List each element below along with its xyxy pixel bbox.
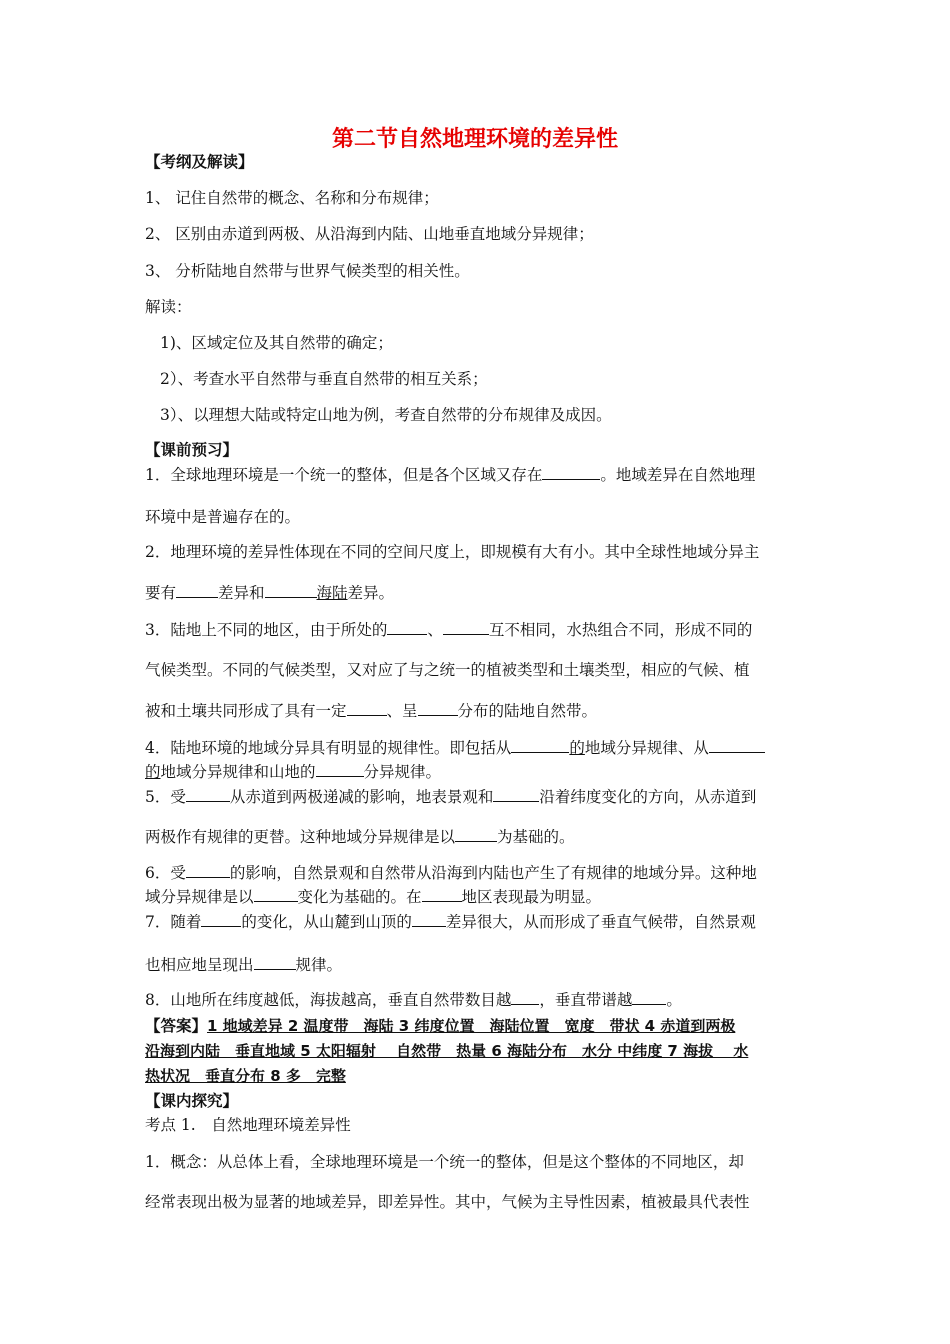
q4-underlined-text: 的 (569, 739, 585, 757)
q3-text-e: 被和土壤共同形成了具有一定 (145, 702, 347, 720)
page-title: 第二节自然地理环境的差异性 (331, 127, 618, 152)
answer-text-1: 1 地域差异 2 温度带 海陆 3 纬度位置 海陆位置 宽度 带状 4 赤道到两极 (207, 1017, 736, 1035)
concept-line-2: 经常表现出极为显著的地域差异，即差异性。其中，气候为主导性因素，植被最具代表性 (145, 1193, 750, 1211)
q8-text-b: ，垂直带谱越 (539, 991, 633, 1009)
q2-text-c: 差异和 (218, 584, 265, 602)
q6-text-a: 6．受 (145, 864, 186, 882)
question-6-line-2 (145, 887, 601, 907)
q2-underlined-text: 海陆 (316, 584, 348, 602)
answer-blank (422, 887, 462, 902)
answer-blank (387, 620, 427, 635)
question-1-line-1 (145, 465, 755, 485)
answer-blank (201, 912, 241, 927)
section-heading-in-class: 【课内探究】 (145, 1092, 239, 1110)
question-4-line-2 (145, 762, 441, 782)
answer-blank (455, 827, 497, 842)
q7-text-a: 7．随着 (145, 913, 202, 931)
key-point-1: 考点 1. 自然地理环境差异性 (145, 1116, 351, 1134)
answer-blank (186, 787, 230, 802)
q7-text-e: 规律。 (295, 956, 343, 974)
interpretation-item-1: 1)、区域定位及其自然带的确定； (160, 334, 393, 352)
answer-blank (418, 701, 458, 716)
q4-underlined-text-2: 的 (145, 763, 161, 781)
outline-item-3: 3、 分析陆地自然带与世界气候类型的相关性。 (145, 262, 470, 280)
section-heading-exam-outline: 【考纲及解读】 (145, 153, 254, 171)
question-4-line-1 (145, 738, 765, 758)
answer-blank (316, 762, 364, 777)
outline-item-1: 1、 记住自然带的概念、名称和分布规律； (145, 189, 439, 207)
q5-text-c: 沿着纬度变化的方向，从赤道到 (539, 788, 757, 806)
q7-text-c: 差异很大，从而形成了垂直气候带，自然景观 (445, 913, 756, 931)
answer-blank (443, 620, 489, 635)
question-3-line-1 (145, 620, 752, 640)
question-3-line-3 (145, 701, 597, 721)
answer-blank (632, 990, 666, 1005)
outline-item-2: 2、 区别由赤道到两极、从沿海到内陆、山地垂直地域分异规律； (145, 225, 594, 243)
question-2-line-2 (145, 583, 394, 603)
interpretation-item-2: 2）、考查水平自然带与垂直自然带的相互关系； (160, 370, 488, 388)
q7-text-d: 也相应地呈现出 (145, 956, 254, 974)
question-1-line-2: 环境中是普遍存在的。 (145, 508, 301, 526)
answer-blank (254, 955, 296, 970)
answer-line-2: 沿海到内陆 垂直地域 5 太阳辐射 自然带 热量 6 海陆分布 水分 中纬度 7 海拔 水 (145, 1042, 749, 1060)
question-2-line-1: 2．地理环境的差异性体现在不同的空间尺度上，即规模有大有小。其中全球性地域分异主 (145, 543, 760, 561)
answer-blank (709, 738, 765, 753)
section-heading-preview: 【课前预习】 (145, 441, 239, 459)
q4-text-a: 4．陆地环境的地域分异具有明显的规律性。即包括从 (145, 739, 512, 757)
q3-text-g: 分布的陆地自然带。 (457, 702, 598, 720)
answer-blank (493, 787, 539, 802)
q5-text-b: 从赤道到两极递减的影响，地表景观和 (229, 788, 494, 806)
question-7-line-1 (145, 912, 756, 932)
q4-text-c: 地域分异规律、从 (584, 739, 709, 757)
answer-label: 【答案】 (145, 1017, 208, 1035)
q5-text-a: 5．受 (145, 788, 186, 806)
q6-text-d: 变化为基础的。在 (297, 888, 422, 906)
question-5-line-2 (145, 827, 575, 847)
q5-text-d: 两极作有规律的更替。这种地域分异规律是以 (145, 828, 456, 846)
q2-text-e: 差异。 (347, 584, 395, 602)
question-5-line-1 (145, 787, 756, 807)
q1-text-a: 1．全球地理环境是一个统一的整体，但是各个区域又存在 (145, 466, 543, 484)
q3-text-b: 、 (427, 621, 443, 639)
q6-text-c: 域分异规律是以 (145, 888, 254, 906)
q3-text-a: 3．陆地上不同的地区，由于所处的 (145, 621, 388, 639)
q2-text-b: 要有 (145, 584, 177, 602)
answer-blank (254, 887, 298, 902)
q6-text-b: 的影响，自然景观和自然带从沿海到内陆也产生了有规律的地域分异。这种地 (229, 864, 757, 882)
interpretation-label: 解读： (145, 298, 192, 316)
q4-text-e: 地域分异规律和山地的 (160, 763, 316, 781)
answer-blank (412, 912, 446, 927)
concept-line-1: 1．概念：从总体上看，全球地理环境是一个统一的整体，但是这个整体的不同地区，却 (145, 1153, 744, 1171)
q7-text-b: 的变化，从山麓到山顶的 (241, 913, 412, 931)
q8-text-a: 8．山地所在纬度越低，海拔越高，垂直自然带数目越 (145, 991, 512, 1009)
answer-blank (265, 583, 317, 598)
answer-blank (511, 738, 569, 753)
q8-text-c: 。 (666, 991, 682, 1009)
q5-text-e: 为基础的。 (497, 828, 575, 846)
answer-blank (186, 863, 230, 878)
interpretation-item-3: 3）、以理想大陆或特定山地为例，考查自然带的分布规律及成因。 (160, 406, 612, 424)
q1-text-b: 。地域差异在自然地理 (600, 466, 756, 484)
q3-text-f: 、呈 (386, 702, 418, 720)
answer-blank (176, 583, 218, 598)
q4-text-f: 分异规律。 (363, 763, 442, 781)
answer-blank (542, 465, 600, 480)
answer-line-3: 热状况 垂直分布 8 多 完整 (145, 1067, 346, 1085)
question-6-line-1 (145, 863, 757, 883)
question-3-line-2: 气候类型。不同的气候类型，又对应了与之统一的植被类型和土壤类型，相应的气候、植 (145, 661, 750, 679)
q3-text-c: 互不相同，水热组合不同，形成不同的 (488, 621, 753, 639)
q6-text-e: 地区表现最为明显。 (461, 888, 602, 906)
answer-line-1 (145, 1016, 735, 1036)
answer-blank (511, 990, 539, 1005)
question-7-line-2 (145, 955, 342, 975)
question-8 (145, 990, 682, 1010)
answer-blank (347, 701, 387, 716)
